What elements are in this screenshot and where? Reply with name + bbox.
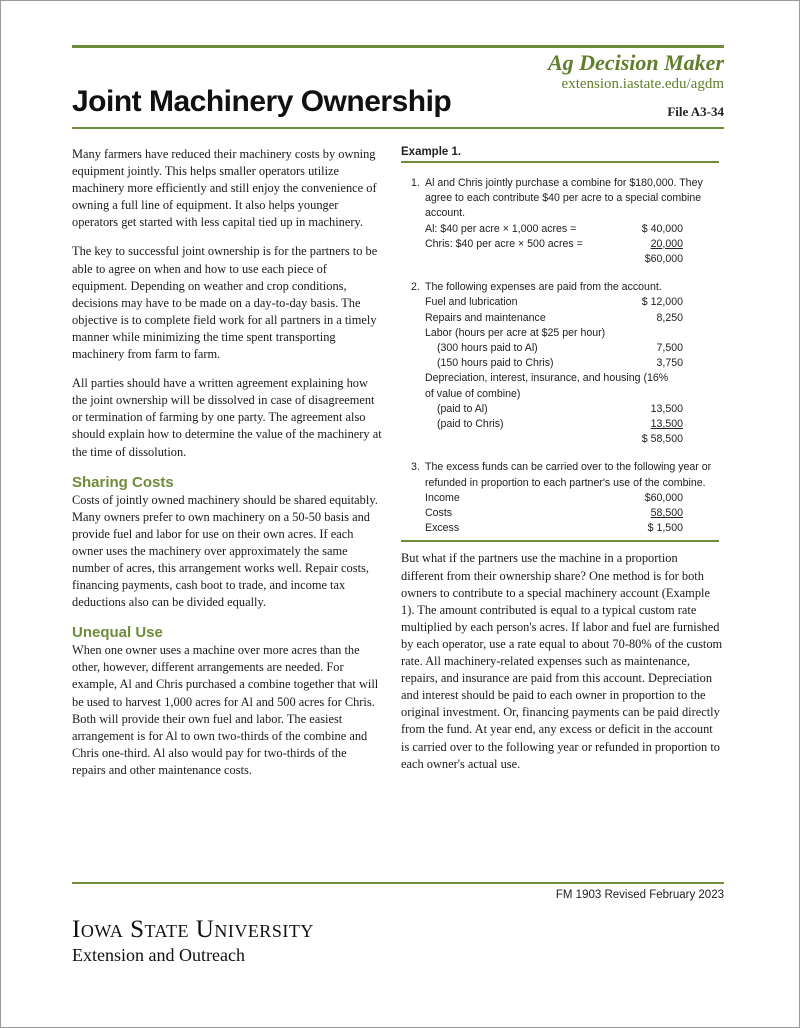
item-text: The excess funds can be carried over to the following year or refunded in proportion to each partner's use of the combine.: [425, 461, 712, 489]
example-row: [425, 506, 683, 521]
example-row: [425, 237, 683, 252]
unequal-use-heading: Unequal Use: [72, 624, 163, 642]
page-title: Joint Machinery Ownership: [72, 85, 452, 118]
row-label: (paid to Al): [437, 402, 488, 415]
agreement-paragraph: All parties should have a written agreement explaining how the joint ownership will be dissolved in case of disagreement or termination of farming by one party. The agreement also should explain how to determine the value of the machinery at the time of dissolution.: [72, 376, 382, 459]
row-total: $60,000: [644, 253, 683, 266]
file-number: File A3-34: [667, 104, 724, 119]
example-row: [425, 222, 683, 237]
row-value: 58,500: [650, 507, 683, 520]
publication-number: FM 1903 Revised February 2023: [555, 889, 724, 901]
example-total-row: [425, 521, 683, 536]
brand-name: Ag Decision Maker: [548, 50, 724, 75]
example-row: [425, 295, 683, 310]
left-column: [72, 146, 382, 791]
row-label: Labor (hours per acre at $25 per hour): [425, 326, 606, 339]
row-value: 13,500: [650, 418, 683, 431]
row-label: (300 hours paid to Al): [437, 342, 538, 355]
example-row: [425, 417, 683, 432]
row-label: Income: [425, 491, 460, 504]
example-item-1: [401, 176, 723, 267]
row-label: (150 hours paid to Chris): [437, 357, 554, 370]
row-value: 7,500: [656, 342, 683, 355]
row-total: $ 1,500: [647, 522, 683, 535]
row-label: Excess: [425, 522, 460, 535]
top-rule: [72, 45, 724, 48]
brand-url[interactable]: extension.iastate.edu/agdm: [561, 76, 724, 92]
row-label: Costs: [425, 507, 453, 520]
example-item-2: [401, 280, 723, 447]
intro-paragraph: Many farmers have reduced their machinery costs by owning equipment jointly. This helps smaller operators utilize machinery more efficiently and still enjoy the convenience of owning a full line of equipment. It also helps younger operators get started with less capital tied up in machinery.: [72, 147, 377, 230]
sharing-costs-heading: Sharing Costs: [72, 473, 174, 491]
row-label: Chris: $40 per acre × 500 acres =: [425, 237, 583, 250]
item-number: 2.: [411, 281, 420, 294]
item-text: The following expenses are paid from the account.: [425, 281, 662, 294]
brand-block: [548, 51, 724, 93]
row-label: Depreciation, interest, insurance, and housing (16% of value of combine): [425, 372, 669, 400]
right-column: [401, 146, 723, 773]
example-total-row: [425, 432, 683, 447]
row-value: 13,500: [650, 402, 683, 415]
row-value: 8,250: [656, 311, 683, 324]
sharing-costs-paragraph: Costs of jointly owned machinery should be shared equitably. Many owners prefer to own machinery on a 50-50 basis and provide fuel and labor for use on their own acres. If each owner uses the machinery over approximately the same number of acres, this arrangement works well. Repair costs, financing payments, cash boot to trade, and income tax deductions also can be divided equally.: [72, 492, 378, 610]
example-total-row: [425, 252, 683, 267]
example-row: [425, 341, 683, 356]
row-value: $60,000: [644, 491, 683, 504]
row-label: Fuel and lubrication: [425, 296, 518, 309]
example-row: [425, 356, 683, 371]
example-box: [401, 176, 723, 536]
example-heading: Example 1.: [401, 146, 719, 163]
row-label: Repairs and maintenance: [425, 311, 546, 324]
example-row: [425, 491, 683, 506]
item-number: 1.: [411, 177, 420, 189]
row-value: 20,000: [650, 237, 683, 250]
row-value: $ 12,000: [641, 296, 683, 309]
footer-rule: [72, 882, 724, 884]
title-rule: [72, 127, 724, 129]
row-label: (paid to Chris): [437, 418, 504, 431]
item-text: Al and Chris jointly purchase a combine for $180,000. They agree to each contribute $40 per acre to a special combine account.: [425, 177, 703, 220]
university-logo-text: Iowa State University: [72, 916, 314, 943]
row-value: 3,750: [656, 357, 683, 370]
unequal-use-paragraph: When one owner uses a machine over more acres than the other, however, different arrangements are needed. For example, Al and Chris purchased a combine together that will be used to harvest 1,000 acres for Al and 500 acres for Chris. Both will provide their own fuel and labor. The easiest arrangement is for Al to own two-thirds of the combine and Chris one-third. Al also would pay for two-thirds of the repairs and other maintenance costs.: [72, 643, 379, 777]
row-value: $ 40,000: [641, 222, 683, 235]
custom-rate-paragraph: But what if the partners use the machine in a proportion different from their ownership share? One method is for both owners to contribute to a special machinery account (Example 1). The amount contributed is equal to a typical custom rate multiplied by each person's acres. If labor and fuel are furnished by each operator, use a rate equal to about 70-80% of the custom rate. All machinery-related expenses such as maintenance, repairs, and insurance are paid from this account. Depreciation and interest should be paid to each owner in proportion to the original investment. Or, financing payments can be paid directly from the fund. At year end, any excess or deficit in the account is carried over to the following year or refunded in proportion to each owner's actual use.: [401, 551, 723, 771]
example-bottom-rule: [401, 536, 719, 542]
example-row: [425, 402, 683, 417]
item-number: 3.: [411, 461, 420, 474]
row-total: $ 58,500: [641, 433, 683, 446]
extension-subtitle: Extension and Outreach: [72, 945, 245, 965]
example-item-3: [401, 460, 723, 536]
example-row: [425, 311, 683, 326]
key-paragraph: The key to successful joint ownership is for the partners to be able to agree on when and how to use each piece of equipment. Depending on weather and crop conditions, decisions may have to be made on a day-to-day basis. The objective is to complete field work for all partners in a timely manner while minimizing the time spent transporting machinery from farm to farm.: [72, 244, 378, 362]
row-label: Al: $40 per acre × 1,000 acres =: [425, 222, 577, 235]
